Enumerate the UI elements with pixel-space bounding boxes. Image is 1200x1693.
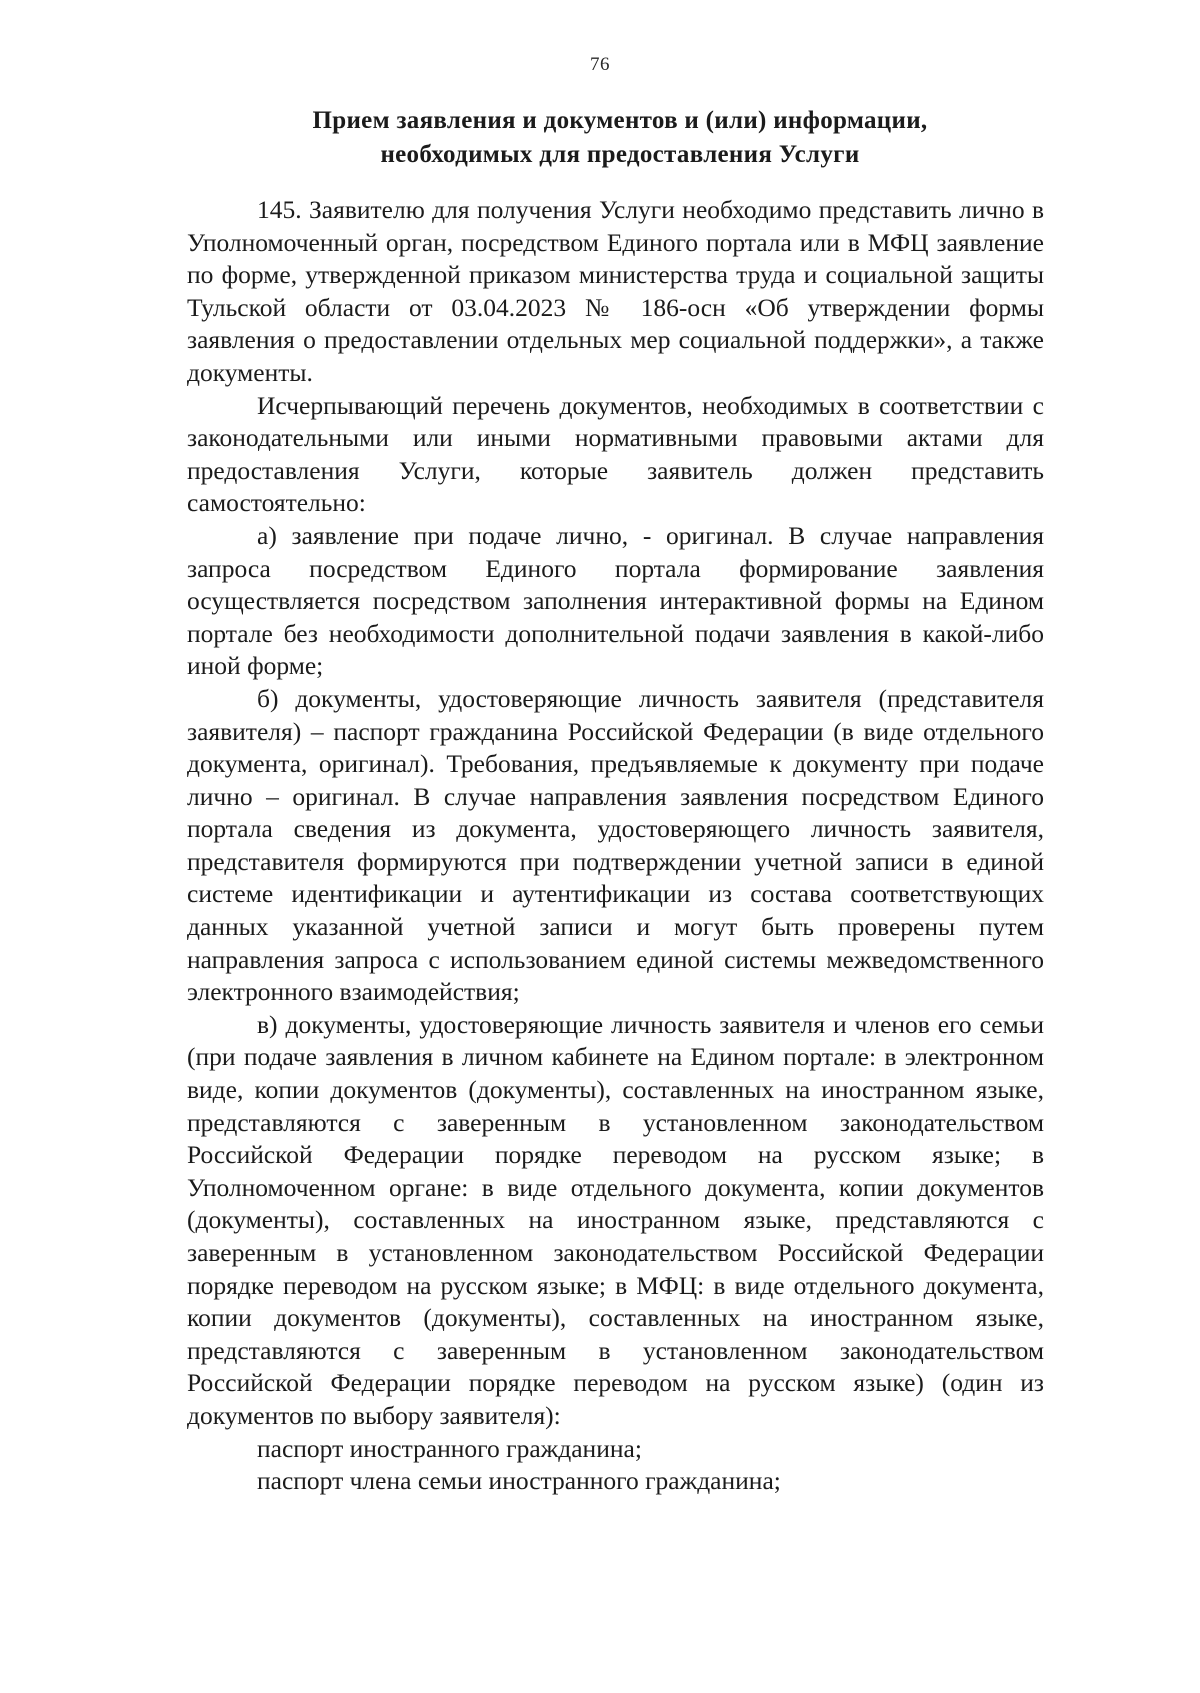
section-heading-line-2: необходимых для предоставления Услуги xyxy=(380,141,860,168)
paragraph-documents-list-intro: Исчерпывающий перечень документов, необходимых в соответствии с законодательными или иными нормативными правовыми актами для предоставления Услуги, которые заявитель должен представить самостоятельно: xyxy=(187,390,1044,518)
section-heading xyxy=(190,104,1050,172)
paragraph-item-a: а) заявление при подаче лично, - оригинал. В случае направления запроса посредством Единого портала формирование заявления осуществляется посредством заполнения интерактивной формы на Едином портале без необходимости дополнительной подачи заявления в какой-либо иной форме; xyxy=(187,520,1044,681)
paragraph-item-v: в) документы, удостоверяющие личность заявителя и членов его семьи (при подаче заявления в личном кабинете на Едином портале: в электронном виде, копии документов (документы), составленных на иностранном языке, представляются с заверенным в установленном законодательством Российской Федерации порядке переводом на русском языке; в Уполномоченном органе: в виде отдельного документа, копии документов (документы), составленных на иностранном языке, представляются с заверенным в установленном законодательством Российской Федерации порядке переводом на русском языке; в МФЦ: в виде отдельного документа, копии документов (документы), составленных на иностранном языке, представляются с заверенным в установленном законодательством Российской Федерации порядке переводом на русском языке) (один из документов по выбору заявителя): xyxy=(187,1009,1044,1430)
page-number: 76 xyxy=(590,54,610,75)
list-item: паспорт члена семьи иностранного гражданина; xyxy=(257,1466,781,1496)
paragraph-145: 145. Заявителю для получения Услуги необходимо представить лично в Уполномоченный орган, посредством Единого портала или в МФЦ заявление по форме, утвержденной приказом министерства труда и социальной защиты Тульской области от 03.04.2023 № 186-осн «Об утверждении формы заявления о предоставлении отдельных мер социальной поддержки», а также документы. xyxy=(187,195,1044,387)
paragraph-item-b: б) документы, удостоверяющие личность заявителя (представителя заявителя) – паспорт гражданина Российской Федерации (в виде отдельного документа, оригинал). Требования, предъявляемые к документу при подаче лично – оригинал. В случае направления заявления посредством Единого портала сведения из документа, удостоверяющего личность заявителя, представителя формируются при подтверждении учетной записи в единой системе идентификации и аутентификации из состава соответствующих данных указанной учетной записи и могут быть проверены путем направления запроса с использованием единой системы межведомственного электронного взаимодействия; xyxy=(187,683,1044,1007)
section-heading-line-1: Прием заявления и документов и (или) информации, xyxy=(312,107,928,134)
list-item: паспорт иностранного гражданина; xyxy=(257,1433,642,1463)
document-body xyxy=(187,194,1044,1498)
